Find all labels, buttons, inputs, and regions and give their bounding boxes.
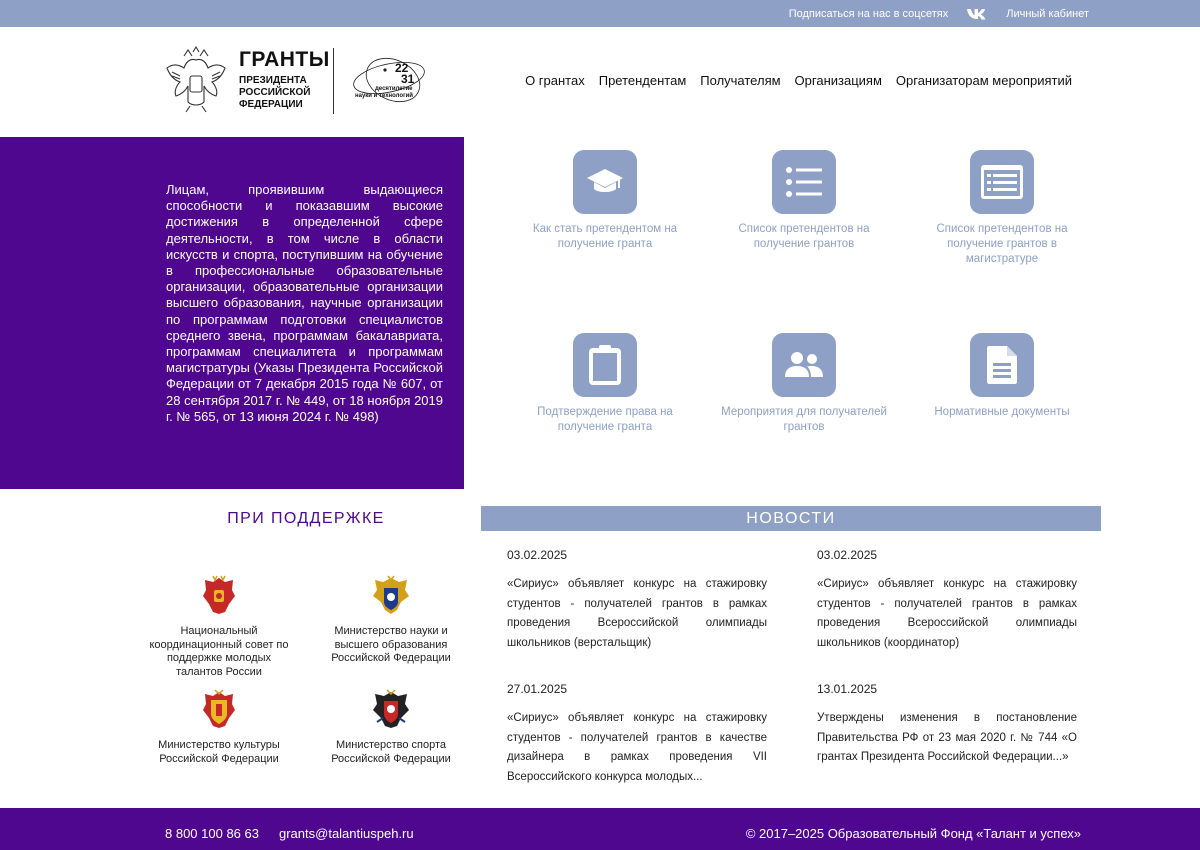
nav-organizations[interactable]: Организациям [794,73,882,88]
news-text[interactable]: Утверждены изменения в постановление Правительства РФ от 23 мая 2020 г. № 744 «О грантах Президента Российской Федерации...» [817,712,1077,763]
tile-label: Нормативные документы [934,406,1070,418]
footer-phone[interactable]: 8 800 100 86 63 [165,826,259,841]
top-links [789,0,1089,27]
logo-title: ГРАНТЫ [239,48,330,71]
vk-icon[interactable] [966,8,988,20]
subscribe-link[interactable]: Подписаться на нас в соцсетях [788,7,949,20]
main-nav [525,73,1072,88]
tile-label: Список претендентов на получение грантов [738,223,870,250]
org-name: Министерство культуры Российской Федерации [158,739,280,765]
org-name: Национальный координационный совет по поддержке молодых талантов России [149,625,289,678]
russian-emblem-icon[interactable] [164,46,228,114]
nav-recipients[interactable]: Получателям [700,73,781,88]
org-ministry-sport[interactable] [316,688,466,766]
org-ministry-culture[interactable] [144,688,294,766]
red-emblem-icon [199,574,239,616]
news-item[interactable] [507,682,767,787]
nav-about-grants[interactable]: О грантах [525,73,585,88]
footer-copyright: © 2017–2025 Образовательный Фонд «Талант и успех» [745,826,1081,841]
news-text[interactable]: «Сириус» объявляет конкурс на стажировку студентов - получателей грантов в качестве дизайнера в рамках проведения VII Всероссийского конкурса молодых... [507,712,767,783]
logo-divider [333,48,334,114]
tile-icon-box [573,150,637,214]
news-item[interactable] [817,682,1077,768]
tile-label: Список претендентов на получение грантов в магистратуре [936,223,1068,265]
tile-icon-box [970,150,1034,214]
ministry-sport-emblem-icon [371,688,411,730]
tile-applicants-list[interactable] [714,150,894,252]
decade-line1: десятилетие [375,86,413,92]
org-ministry-science[interactable] [316,574,466,666]
decade-line2: науки и технологий [355,93,413,99]
news-text[interactable]: «Сириус» объявляет конкурс на стажировку студентов - получателей грантов в рамках проведения Всероссийской олимпиады школьников (координатор) [817,578,1077,649]
news-item[interactable] [817,548,1077,653]
news-text[interactable]: «Сириус» объявляет конкурс на стажировку студентов - получателей грантов в рамках проведения Всероссийской олимпиады школьников (верстальщик) [507,578,767,649]
news-item[interactable] [507,548,767,653]
decade-num-top: 22 [395,61,409,75]
decade-num-bottom: 31 [401,72,415,86]
graduation-cap-icon [585,167,625,197]
ministry-science-emblem-icon [371,574,411,616]
nav-event-organizers[interactable]: Организаторам мероприятий [895,73,1072,88]
hero-block [0,137,464,489]
top-bar [0,0,1200,27]
tile-how-to-apply[interactable] [515,150,695,252]
tile-masters-list[interactable] [912,150,1092,267]
footer-email[interactable]: grants@talantiuspeh.ru [279,826,414,841]
org-name: Министерство науки и высшего образования Российской Федерации [331,625,451,664]
personal-cabinet-link[interactable]: Личный кабинет [1006,7,1089,20]
clipboard-icon [588,344,622,386]
footer [0,808,1200,850]
document-icon [986,345,1018,385]
tile-grant-confirmation[interactable] [515,333,695,435]
tile-icon-box [772,333,836,397]
org-national-council[interactable] [144,574,294,679]
tile-icon-box [970,333,1034,397]
tile-events[interactable] [714,333,894,435]
list-icon [784,165,824,199]
decade-science-logo[interactable] [349,50,435,108]
people-icon [784,350,824,380]
news-date: 03.02.2025 [507,548,568,562]
nav-applicants[interactable]: Претендентам [598,73,687,88]
hero-text: Лицам, проявившим выдающиеся способности и показавшим высокие достижения в определенной сфере деятельности, в том числе в области искусств и спорта, поступившим на обучение в профессиональные образовательные организации, образовательные организации высшего образования, научные организации по программам подготовки специалистов среднего звена, программам бакалавриата, программам специалитета и программам магистратуры (Указы Президента Российской Федерации от 7 декабря 2015 года № 607, от 28 сентября 2017 г. № 449, от 18 ноября 2019 г. № 565, от 13 июня 2024 г. № 498) [166,182,443,424]
tile-regulations[interactable] [912,333,1092,420]
ministry-culture-emblem-icon [199,688,239,730]
news-date: 03.02.2025 [817,548,878,562]
tile-icon-box [772,150,836,214]
list-box-icon [980,164,1024,200]
news-date: 13.01.2025 [817,682,878,696]
logo-subtitle: ПРЕЗИДЕНТА РОССИЙСКОЙ ФЕДЕРАЦИИ [239,75,311,110]
org-name: Министерство спорта Российской Федерации [331,739,451,765]
news-header: НОВОСТИ [481,506,1101,531]
tile-label: Подтверждение права на получение гранта [537,406,673,433]
news-date: 27.01.2025 [507,682,568,696]
tile-label: Как стать претендентом на получение гранта [532,223,678,250]
tile-label: Мероприятия для получателей грантов [721,406,887,433]
logo-text[interactable] [239,49,330,111]
tile-icon-box [573,333,637,397]
support-title: ПРИ ПОДДЕРЖКЕ [227,510,385,527]
